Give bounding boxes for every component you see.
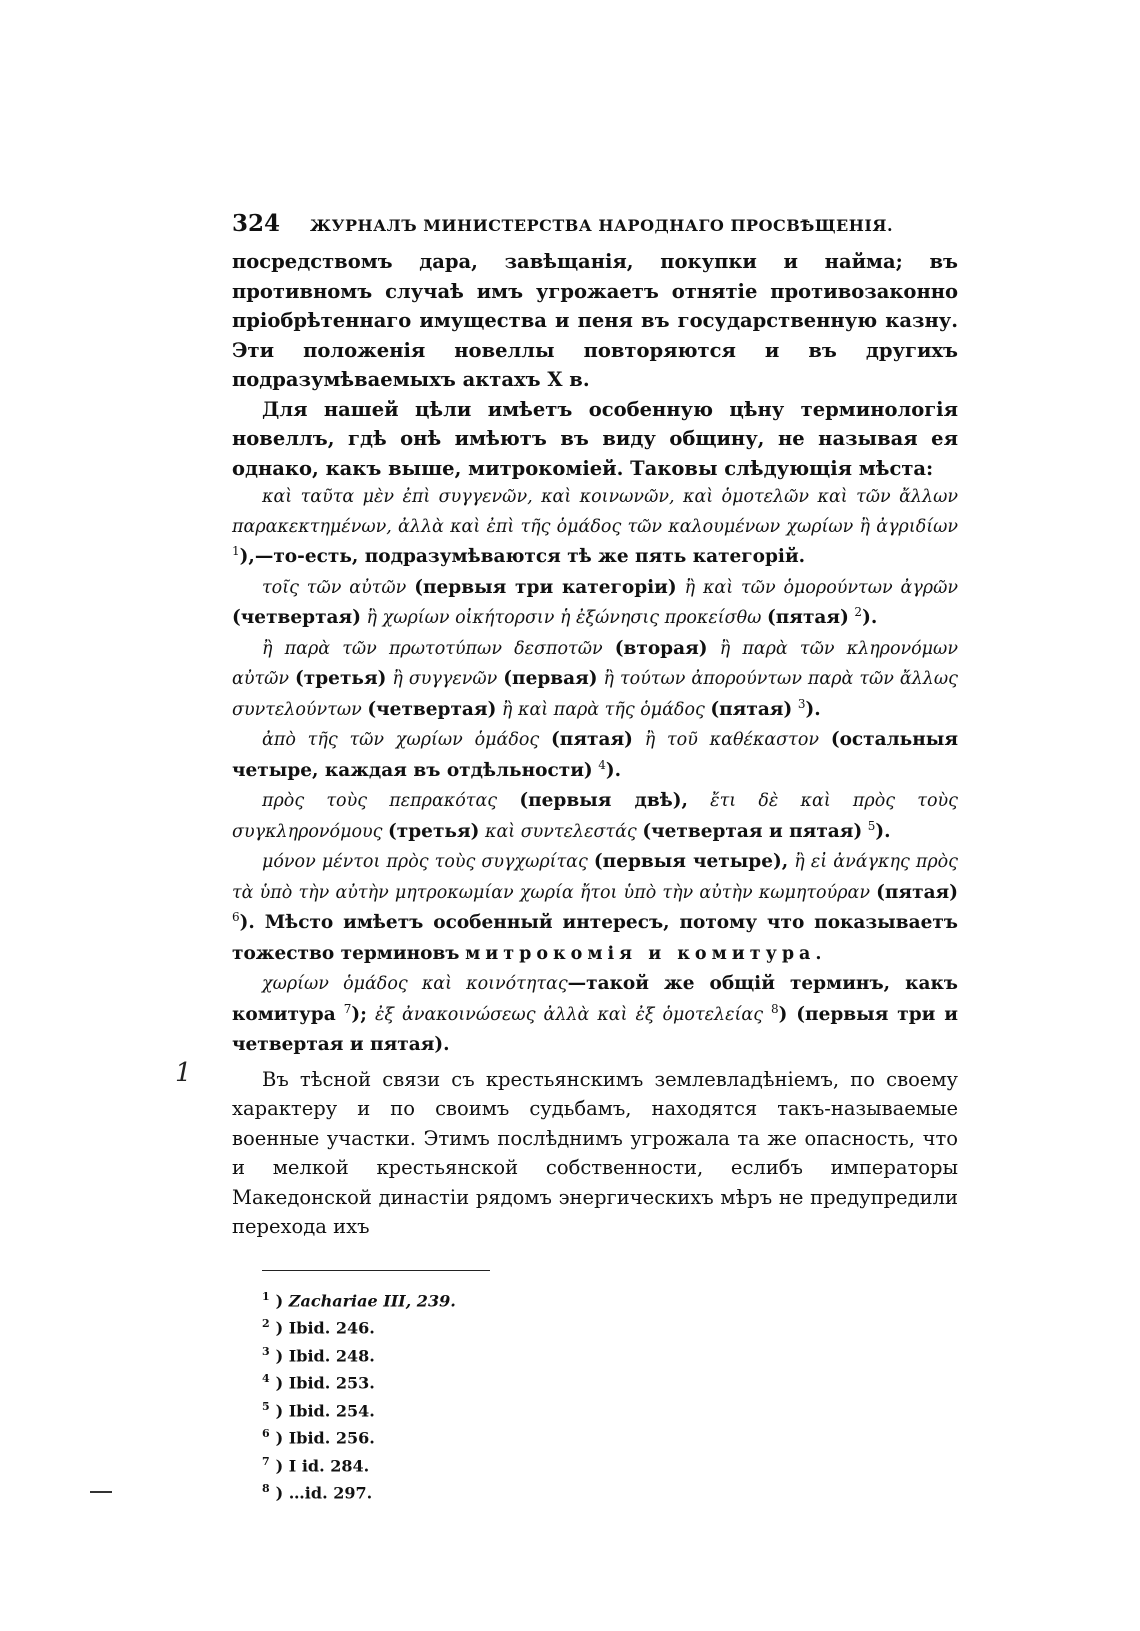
footnote-5: $^5$ ) Ibid. 254. xyxy=(262,1399,375,1420)
footnote-6: $^6$ ) Ibid. 256. xyxy=(262,1427,375,1448)
footnote-1-text: Zachariae III, 239. xyxy=(288,1290,456,1310)
footnotes xyxy=(262,1285,958,1505)
running-title: ЖУРНАЛЪ МИНИСТЕРСТВА НАРОДНАГО ПРОСВѢЩЕНІЯ. xyxy=(310,216,894,235)
quote-7-russian-a: —такой же общій терминъ, какъ комитура xyxy=(232,973,958,1025)
quote-2-greek-a: τοῖς τῶν αὐτῶν xyxy=(262,577,407,598)
footnote-8-text: …id. 297. xyxy=(288,1483,373,1503)
quote-3-russian-e: (пятая) xyxy=(710,698,793,720)
quote-5-russian-a: (первыя двѣ), xyxy=(519,790,688,811)
quote-5-greek-c: καὶ συντελεστάς xyxy=(484,821,637,842)
quote-6-greek-a: μόνον μέντοι πρὸς τοὺς συγχωρίτας xyxy=(262,852,588,872)
quote-2-greek-c: ἢ χωρίων οἰκήτορσιν ἡ ἐξώνησις προκείσθω xyxy=(366,608,762,628)
paragraph-2: Для нашей цѣли имѣетъ особенную цѣну терминологія новеллъ, гдѣ онѣ имѣютъ въ виду общину, не называя ея однако, какъ выше, митрокоміей. Таковы слѣдующія мѣста: xyxy=(232,397,958,480)
page-number: 324 xyxy=(232,210,281,237)
footnote-divider xyxy=(262,1270,490,1271)
quote-2-russian-a: (первыя три категоріи) xyxy=(414,576,677,598)
footnote-6-text: Ibid. 256. xyxy=(288,1428,375,1448)
quote-2-russian-b: (четвертая) xyxy=(232,607,361,628)
footnote-3: $^3$ ) Ibid. 248. xyxy=(262,1344,375,1365)
quote-1-russian: ),—то-есть, подразумѣваются тѣ же пять категорій. xyxy=(239,546,806,567)
paragraph-1: посредствомъ дара, завѣщанія, покупки и найма; въ противномъ случаѣ имъ угрожаетъ отнятіе противозаконно пріобрѣтеннаго имущества и пеня въ государственную казну. Эти положенія новеллы повторяются и въ другихъ подразумѣваемыхъ актахъ X в. xyxy=(232,250,958,391)
quote-1 xyxy=(232,483,958,573)
quote-6-russian-b: (пятая) xyxy=(876,881,958,903)
quote-3 xyxy=(232,634,958,726)
footnote-5-mark: 5 xyxy=(262,1399,270,1413)
quote-4 xyxy=(232,725,958,786)
quote-4-end: ). xyxy=(605,759,622,781)
quote-7-mid: ); xyxy=(351,1003,367,1025)
footnote-6-mark: 6 xyxy=(262,1427,270,1441)
footnote-3-mark: 3 xyxy=(262,1344,270,1358)
running-header xyxy=(232,210,958,237)
quote-3-russian-c: (первая) xyxy=(503,668,598,689)
footnote-1: $^1$ ) Zachariae III, 239. xyxy=(262,1289,456,1310)
footnote-1-mark: 1 xyxy=(262,1289,270,1303)
quote-3-end: ). xyxy=(805,698,821,720)
quote-5-greek-b: ἔτι δὲ καὶ πρὸς τοὺς συγκληρονόμους xyxy=(232,791,958,842)
quote-4-russian-b: (остальныя четыре, каждая въ отдѣльности) xyxy=(232,729,958,781)
quote-5 xyxy=(232,786,958,847)
quote-4-russian-a: (пятая) xyxy=(551,729,633,750)
quote-4-greek-a: ἀπὸ τῆς τῶν χωρίων ὁμάδος xyxy=(262,730,540,750)
quote-2-end: ). xyxy=(862,607,878,628)
footnote-7-text: I id. 284. xyxy=(288,1456,370,1476)
page-content xyxy=(232,210,958,1505)
footnote-ref-7[interactable]: 7 xyxy=(343,1001,352,1016)
footnote-ref-2[interactable]: 2 xyxy=(854,605,863,620)
footnote-4-mark: 4 xyxy=(262,1372,270,1386)
footnote-ref-6[interactable]: 6 xyxy=(232,910,240,925)
quote-7-greek-b: ἐξ ἀνακοινώσεως ἀλλὰ καὶ ἐξ ὁμοτελείας xyxy=(375,1004,764,1025)
footnote-ref-5[interactable]: 5 xyxy=(867,818,876,833)
quote-2 xyxy=(232,573,958,634)
footnote-8-mark: 8 xyxy=(262,1482,270,1496)
footnote-2: $^2$ ) Ibid. 246. xyxy=(262,1317,375,1338)
quote-6-russian-c: ). Мѣсто имѣетъ особенный интересъ, потому что показываетъ тожество терминовъ xyxy=(232,912,958,964)
quote-3-greek-a: ἢ παρὰ τῶν πρωτοτύπων δεσποτῶν xyxy=(262,638,603,659)
quote-5-russian-c: (четвертая и пятая) xyxy=(642,820,863,842)
quote-4-greek-b: ἢ τοῦ καθέκαστον xyxy=(644,730,819,750)
quote-3-greek-e: ἢ καὶ παρὰ τῆς ὁμάδος xyxy=(501,699,705,720)
footnote-8: $^8$ ) …id. 297. xyxy=(262,1482,373,1503)
quote-3-greek-b: ἢ παρὰ τῶν κληρονόμων αὐτῶν xyxy=(232,638,958,689)
spaced-terms: митрокомія и комитура. xyxy=(465,943,827,964)
footnote-7-mark: 7 xyxy=(262,1454,270,1468)
quote-7-russian-b: ) (первыя три и четвертая и пятая). xyxy=(232,1003,958,1055)
quote-7-greek-a: χωρίων ὁμάδος καὶ κοινότητας xyxy=(262,974,568,994)
quote-2-greek-b: ἢ καὶ τῶν ὁμορούντων ἀγρῶν xyxy=(684,577,958,598)
footnote-2-mark: 2 xyxy=(262,1317,270,1331)
quote-3-greek-d: ἢ τούτων ἀπορούντων παρὰ τῶν ἄλλως συντελούντων xyxy=(232,669,958,720)
quote-2-russian-c: (пятая) xyxy=(767,607,849,628)
footnote-4-text: Ibid. 253. xyxy=(288,1373,375,1393)
footnote-4: $^4$ ) Ibid. 253. xyxy=(262,1372,375,1393)
quote-3-russian-d: (четвертая) xyxy=(367,698,497,720)
quote-6-russian-a: (первыя четыре), xyxy=(593,851,789,872)
handwritten-margin-mark: 1 xyxy=(175,1058,192,1088)
quote-5-greek-a: πρὸς τοὺς πεπρακότας xyxy=(262,791,498,811)
quote-3-greek-c: ἢ συγγενῶν xyxy=(392,669,498,689)
footnote-7: $^7$ ) I id. 284. xyxy=(262,1454,370,1476)
quote-5-russian-b: (третья) xyxy=(388,820,480,842)
quote-3-russian-b: (третья) xyxy=(295,668,387,689)
quote-7 xyxy=(232,969,958,1061)
footnote-ref-8[interactable]: 8 xyxy=(771,1001,779,1016)
quote-6 xyxy=(232,847,958,969)
quote-5-end: ). xyxy=(875,820,891,842)
quote-1-greek: καὶ ταῦτα μὲν ἐπὶ συγγενῶν, καὶ κοινωνῶν, καὶ ὁμοτελῶν καὶ τῶν ἄλλων παρακεκτημένων, ἀλλὰ καὶ ἐπὶ τῆς ὁμάδος τῶν καλουμένων χωρίων ἢ ἀγριδίων xyxy=(232,487,958,537)
quote-6-greek-b: ἢ εἰ ἀνάγκης πρὸς τὰ ὑπὸ τὴν αὐτὴν μητροκωμίαν χωρία ἤτοι ὑπὸ τὴν αὐτὴν κωμητούραν xyxy=(232,852,958,903)
footnote-3-text: Ibid. 248. xyxy=(288,1345,375,1365)
footnote-2-text: Ibid. 246. xyxy=(288,1318,375,1338)
quote-3-russian-a: (вторая) xyxy=(614,637,708,659)
footnote-5-text: Ibid. 254. xyxy=(288,1400,375,1420)
bottom-dash xyxy=(90,1491,112,1493)
footnote-ref-4[interactable]: 4 xyxy=(598,757,606,772)
footnote-ref-1[interactable]: 1 xyxy=(232,544,240,559)
paragraph-3: Въ тѣсной связи съ крестьянскимъ землевладѣніемъ, по своему характеру и по своимъ судьбамъ, находятся такъ-называемые военные участки. Этимъ послѣднимъ угрожала та же опасность, что и мелкой крестьянской собственности, еслибъ императоры Македонской династіи рядомъ энергическихъ мѣръ не предупредили перехода ихъ xyxy=(232,1067,958,1238)
footnote-ref-3[interactable]: 3 xyxy=(797,696,806,711)
